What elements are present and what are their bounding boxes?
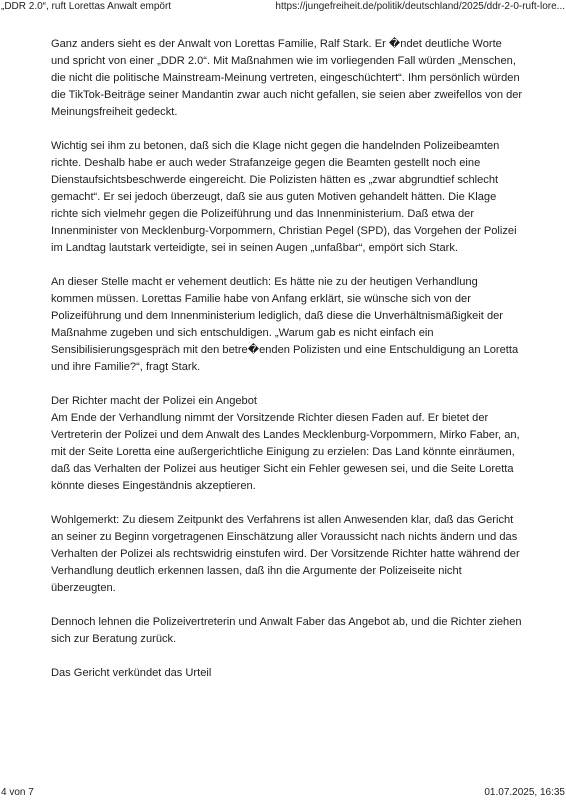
article-body — [51, 36, 523, 682]
article-subheading: Der Richter macht der Polizei ein Angebot — [51, 395, 257, 407]
article-paragraph: Wohlgemerkt: Zu diesem Zeitpunkt des Verfahrens ist allen Anwesenden klar, daß das Gericht an seiner zu Beginn vorgetragenen Einschätzung aller Voraussicht nach nichts ändern und das Verhalten der Polizei als rechtswidrig einstufen wird. Der Vorsitzende Richter hatte während der Verhandlung deutlich erkennen lassen, daß ihn die Argumente der Polizeiseite nicht überzeugten. — [51, 514, 520, 594]
article-paragraph: Wichtig sei ihm zu betonen, daß sich die Klage nicht gegen die handelnden Polizeibeamten richte. Deshalb habe er auch weder Strafanzeige gegen die Beamten gestellt noch eine Dienstaufsichtsbeschwerde eingereicht. Die Polizisten hätten es „zwar abgrundtief schlecht gemacht“. Er sei jedoch überzeugt, daß sie aus guten Motiven gehandelt hätten. Die Klage richte sich vielmehr gegen die Polizeiführung und das Innenministerium. Daß etwa der Innenminister von Mecklenburg-Vorpommern, Christian Pegel (SPD), das Vorgehen der Polizei im Landtag lautstark verteidigte, sei in seinen Augen „unfaßbar“, empört sich Stark. — [51, 140, 517, 254]
article-paragraph: Dennoch lehnen die Polizeivertreterin und Anwalt Faber das Angebot ab, und die Richter ziehen sich zur Beratung zurück. — [51, 616, 522, 645]
print-datetime: 01.07.2025, 16:35 — [484, 787, 565, 798]
article-subheading: Das Gericht verkündet das Urteil — [51, 667, 212, 679]
print-header — [0, 0, 566, 14]
page-title: „DDR 2.0“, ruft Lorettas Anwalt empört — [1, 1, 172, 12]
article-paragraph: Am Ende der Verhandlung nimmt der Vorsitzende Richter diesen Faden auf. Er bietet der Vertreterin der Polizei und dem Anwalt des Landes Mecklenburg-Vorpommern, Mirko Faber, an, mit der Seite Loretta eine außergerichtliche Einigung zu erzielen: Das Land könnte einräumen, daß das Verhalten der Polizei aus heutiger Sicht ein Fehler gewesen sei, und die Seite Loretta könnte dieses Eingeständnis akzeptieren. — [51, 412, 520, 492]
article-paragraph: Ganz anders sieht es der Anwalt von Lorettas Familie, Ralf Stark. Er �ndet deutliche Worte und spricht von einer „DDR 2.0“. Mit Maßnahmen wie im vorliegenden Fall würden „Menschen, die nicht die politische Mainstream-Meinung vertreten, eingeschüchtert“. Ihm persönlich würden die TikTok-Beiträge seiner Mandantin zwar auch nicht gefallen, sie seien aber zweifellos von der Meinungsfreiheit gedeckt. — [51, 38, 523, 118]
article-paragraph: An dieser Stelle macht er vehement deutlich: Es hätte nie zu der heutigen Verhandlung kommen müssen. Lorettas Familie habe von Anfang erklärt, sie wünsche sich von der Polizeiführung und dem Innenministerium lediglich, daß diese die Unverhältnismäßigkeit der Maßnahme zugeben und sich entschuldigen. „Warum gab es nicht einfach ein Sensibilisierungsgespräch mit den betre�enden Polizisten und eine Entschuldigung an Loretta und ihre Familie?“, fragt Stark. — [51, 276, 519, 373]
print-footer — [0, 787, 566, 799]
page-number: 4 von 7 — [1, 787, 34, 798]
page-url: https://jungefreiheit.de/politik/deutschland/2025/ddr-2-0-ruft-lore... — [275, 1, 565, 12]
